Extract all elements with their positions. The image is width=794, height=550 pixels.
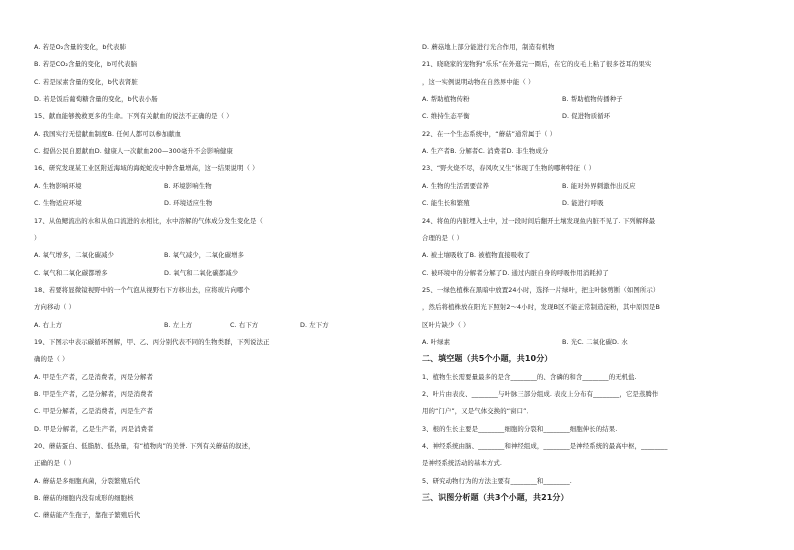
- option-text: B. 左上方: [164, 320, 193, 329]
- section-heading: 三、识图分析题（共3个小题，共21分）: [422, 493, 569, 503]
- option-text: B. 帮助植物传播种子: [562, 95, 623, 104]
- text-line: C. 生物适应环境: [34, 199, 82, 208]
- text-line: A. 我国实行无偿献血制度B. 任何人都可以参加献血: [34, 129, 182, 138]
- text-line: B. 若是CO₂含量的变化，b可代表脑: [34, 60, 138, 69]
- text-line: 1、植物生长需要量最多的是含________的、含磷的和含________的无机盐.: [422, 372, 637, 381]
- text-line: B. 蘑菇的细胞内没有成形的细胞核: [34, 494, 134, 503]
- text-line: 23、“野火烧不尽，春风吹又生”体现了生物的哪种特征（ ）: [422, 164, 596, 173]
- text-line: D. 若是饭后葡萄糖含量的变化，b代表小肠: [34, 95, 158, 104]
- text-line: 25、一绿色植株在黑暗中放置24小时，选择一片绿叶，把主叶脉剪断（如图所示）: [422, 285, 660, 294]
- option-text: D. 能进行呼吸: [562, 199, 604, 208]
- option-text: B. 能对外界刺激作出反应: [562, 181, 636, 190]
- text-line: C. 蘑菇能产生孢子，靠孢子繁殖后代: [34, 511, 141, 520]
- text-line: A. 右上方: [34, 320, 63, 329]
- text-line: 21、晓晓家的宠物狗“乐乐”在外逛完一圈后，在它的皮毛上粘了很多苍耳的果实: [422, 60, 652, 69]
- text-line: 3、根的生长主要是________细胞的分裂和________细胞伸长的结果.: [422, 424, 618, 433]
- text-line: 16、研究发现某工业区附近海域的海蛇蛇皮中肿含量增高，这一结果说明（ ）: [34, 164, 259, 173]
- option-text: D. 氧气和二氧化碳都减少: [164, 268, 239, 277]
- text-line: 22、在一个生态系统中，“蘑菇”通常属于（ ）: [422, 129, 557, 138]
- text-line: A. 叶绿素: [422, 337, 451, 346]
- text-line: 2、叶片由表皮、________与叶脉三部分组成. 表皮上分布有________，它是蒸腾作: [422, 390, 659, 398]
- text-line: ）: [34, 233, 41, 242]
- text-line: A. 被土壤吸收了B. 被植物直接吸收了: [422, 251, 531, 260]
- text-line: 合理的是（ ）: [422, 233, 464, 242]
- text-line: A. 生物影响环境: [34, 181, 82, 190]
- text-line: 用的“门户”，又是气体交换的“窗口”．: [422, 407, 534, 416]
- option-text: B. 氧气减少，二氧化碳增多: [164, 251, 245, 260]
- text-line: A. 帮助植物传粉: [422, 95, 470, 104]
- text-line: B. 甲是生产者，乙是分解者，丙是消费者: [34, 390, 154, 398]
- text-line: D. 甲是分解者，乙是生产者，丙是消费者: [34, 424, 154, 433]
- text-line: C. 若是尿素含量的变化，b代表肾脏: [34, 77, 138, 86]
- option-text: D. 环境适应生物: [164, 199, 213, 208]
- text-line: A. 甲是生产者，乙是消费者，丙是分解者: [34, 372, 153, 381]
- text-line: 15、献血能够挽救更多的生命。下列有关献血的说法不正确的是（ ）: [34, 112, 233, 121]
- text-line: A. 氧气增多，二氧化碳减少: [34, 251, 115, 260]
- text-line: 18、若要将显微镜视野中的一个气泡从视野右下方移出去，应将玻片向哪个: [34, 285, 251, 294]
- text-line: A. 生物的生活需要营养: [422, 181, 490, 190]
- text-line: 17、从鱼鳃流出的水和从鱼口流进的水相比，水中溶解的气体成分发生变化是（: [34, 216, 264, 225]
- text-line: C. 氧气和二氧化碳都增多: [34, 268, 108, 277]
- text-line: D. 蘑菇地上部分能进行光合作用，制造有机物: [422, 43, 555, 51]
- text-line: A. 蘑菇是多细胞真菌，分裂繁殖后代: [34, 476, 140, 485]
- text-line: 5、研究动物行为的方法主要有________和________.: [422, 476, 572, 485]
- text-line: 正确的是（ ）: [34, 459, 76, 468]
- text-line: 19、下图示中表示碳循环图解，甲、乙、丙分别代表不同的生物类群，下列说法正: [34, 337, 270, 346]
- option-text: C. 右下方: [230, 320, 259, 329]
- option-text: B. 光C. 二氧化碳D. 水: [562, 337, 628, 346]
- text-line: C. 被环境中的分解者分解了D. 通过内脏自身的呼吸作用消耗掉了: [422, 268, 609, 277]
- text-line: 方向移动（ ）: [34, 303, 76, 312]
- text-line: A. 生产者B. 分解者C. 消费者D. 非生物成分: [422, 147, 549, 156]
- text-line: ，然后将植株放在阳光下照射2～4小时，发现B区不能正常制造淀粉，其中原因是B: [422, 303, 660, 312]
- option-text: D. 左下方: [300, 320, 329, 329]
- text-line: 4、神经系统由脑、________和神经组成，________是神经系统的最高中枢，________: [422, 442, 668, 451]
- text-line: C. 甲是分解者，乙是消费者，丙是生产者: [34, 407, 154, 416]
- text-line: 确的是（ ）: [34, 355, 69, 364]
- text-line: ，这一实例说明动物在自然界中能（ ）: [422, 77, 535, 86]
- text-line: C. 提倡公民自愿献血D. 健康人一次献血200—300毫升不会影响健康: [34, 147, 233, 156]
- text-line: C. 能生长和繁殖: [422, 199, 470, 208]
- option-text: B. 环境影响生物: [164, 181, 212, 190]
- text-line: C. 维持生态平衡: [422, 112, 470, 121]
- text-line: 20、蘑菇蛋白、低脂肪、低热量，有“植物肉”的美誉. 下列有关蘑菇的叙述，: [34, 442, 255, 451]
- text-line: A. 若是O₂含量的变化，b代表肺: [34, 43, 126, 51]
- option-text: D. 促进物质循环: [562, 112, 611, 121]
- text-line: 24、将鱼的内脏埋入土中，过一段时间后翻开土壤发现鱼内脏不见了. 下列解释最: [422, 216, 656, 225]
- section-heading: 二、填空题（共5个小题，共10分）: [422, 354, 553, 364]
- text-line: 是神经系统活动的基本方式.: [422, 459, 503, 468]
- text-line: 区叶片缺少（ ）: [422, 320, 470, 329]
